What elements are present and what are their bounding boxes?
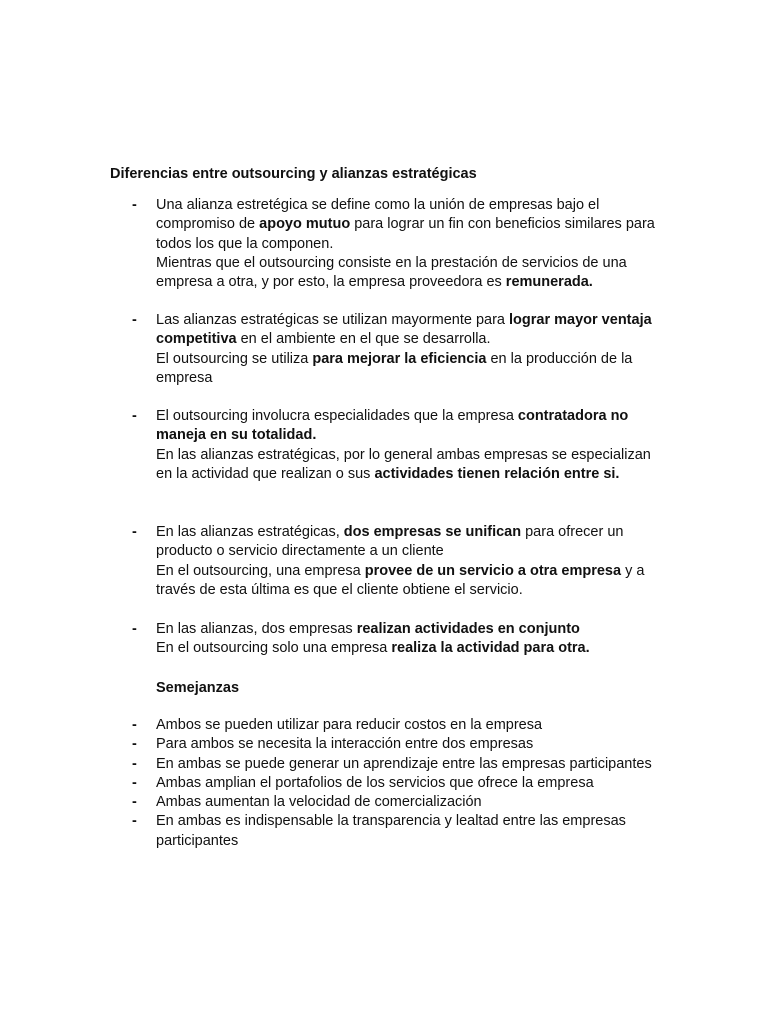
similarity-item: - Para ambos se necesita la interacción entre dos empresas bbox=[110, 735, 670, 754]
difference-2-paragraph-1: Las alianzas estratégicas se utilizan mayormente para lograr mayor ventaja competitiva en el ambiente en el que se desarrolla. bbox=[156, 312, 652, 348]
bullet-dash: - bbox=[132, 717, 137, 733]
bullet-dash: - bbox=[132, 755, 137, 772]
similarities-heading: Semejanzas bbox=[156, 680, 240, 696]
bullet-dash: - bbox=[132, 621, 137, 637]
difference-item-2 bbox=[110, 311, 670, 388]
similarity-item: - Ambos se pueden utilizar para reducir costos en la empresa bbox=[110, 716, 670, 735]
difference-4-paragraph-2: En el outsourcing, una empresa provee de un servicio a otra empresa y a través de esta última es que el cliente obtiene el servicio. bbox=[156, 562, 645, 598]
difference-item-3 bbox=[110, 407, 670, 484]
difference-item-1 bbox=[110, 196, 670, 292]
difference-item-5 bbox=[110, 620, 670, 659]
difference-1-paragraph-1: Una alianza estretégica se define como la unión de empresas bajo el compromiso de apoyo mutuo para lograr un fin con beneficios similares para todos los que la componen. bbox=[156, 197, 655, 252]
bullet-dash: - bbox=[132, 524, 137, 540]
bullet-dash: - bbox=[132, 312, 137, 328]
bullet-dash: - bbox=[132, 736, 137, 753]
difference-5-paragraph-1: En las alianzas, dos empresas realizan actividades en conjunto bbox=[156, 621, 580, 637]
bullet-dash: - bbox=[132, 794, 137, 811]
difference-4-paragraph-1: En las alianzas estratégicas, dos empresas se unifican para ofrecer un producto o servicio directamente a un cliente bbox=[156, 524, 624, 560]
difference-item-4 bbox=[110, 523, 670, 600]
difference-3-paragraph-2: En las alianzas estratégicas, por lo general ambas empresas se especializan en la actividad que realizan o sus actividades tienen relación entre si. bbox=[156, 446, 651, 482]
difference-3-paragraph-1: El outsourcing involucra especialidades que la empresa contratadora no maneja en su totalidad. bbox=[156, 408, 629, 444]
difference-2-paragraph-2: El outsourcing se utiliza para mejorar la eficiencia en la producción de la empresa bbox=[156, 350, 633, 386]
bullet-dash: - bbox=[132, 197, 137, 213]
bullet-dash: - bbox=[132, 408, 137, 424]
bullet-dash: - bbox=[132, 774, 137, 791]
bullet-dash: - bbox=[132, 813, 137, 830]
document-title: Diferencias entre outsourcing y alianzas estratégicas bbox=[110, 166, 477, 182]
similarity-item: - Ambas aumentan la velocidad de comercialización bbox=[110, 793, 670, 812]
similarity-item: - En ambas se puede generar un aprendizaje entre las empresas participantes bbox=[110, 755, 670, 774]
similarity-item: - Ambas amplian el portafolios de los servicios que ofrece la empresa bbox=[110, 774, 670, 793]
difference-1-paragraph-2: Mientras que el outsourcing consiste en la prestación de servicios de una empresa a otra, y por esto, la empresa proveedora es remunerada. bbox=[156, 254, 627, 291]
difference-5-paragraph-2: En el outsourcing solo una empresa realiza la actividad para otra. bbox=[156, 640, 590, 657]
similarities-list bbox=[110, 716, 670, 851]
similarity-item: - En ambas es indispensable la transparencia y lealtad entre las empresas participantes bbox=[132, 813, 626, 849]
